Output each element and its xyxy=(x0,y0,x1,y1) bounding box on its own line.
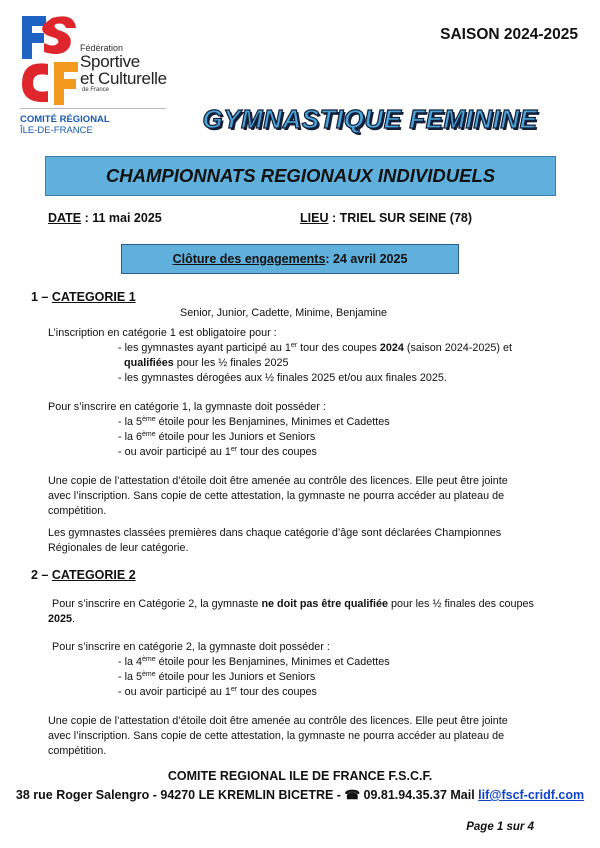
org-line-2: Sportive xyxy=(80,52,140,71)
email-link[interactable]: lif@fscf-cridf.com xyxy=(478,788,585,802)
category-1-copy-line-3: compétition. xyxy=(48,505,107,517)
event-place xyxy=(300,211,472,225)
text: tour des coupes xyxy=(237,686,317,698)
bold-text: 2025 xyxy=(48,613,73,625)
category-2-copy-line-1: Une copie de l’attestation d’étoile doit être amenée au contrôle des licences. Elle peut être jointe xyxy=(48,715,508,727)
category-1-bullet-1 xyxy=(118,341,512,356)
category-1-ages: Senior, Junior, Cadette, Minime, Benjamine xyxy=(180,307,388,319)
category-2-label: CATEGORIE 2 xyxy=(51,568,136,582)
category-2-copy-line-2: avec l’inscription. Sans copie de cette attestation, la gymnaste ne pourra accéder au plateau de xyxy=(48,730,505,742)
closing-date-box xyxy=(121,244,459,274)
date-label: DATE xyxy=(48,211,82,225)
category-1-bullet-2: - les gymnastes dérogées aux ½ finales 2025 et/ou aux finales 2025. xyxy=(118,372,447,384)
text: étoile pour les Benjamines, Minimes et Cadettes xyxy=(155,416,390,428)
text: pour les ½ finales 2025 xyxy=(173,357,289,369)
text: - la 4 xyxy=(118,656,143,668)
category-2-req-1 xyxy=(118,655,390,670)
superscript: ème xyxy=(142,656,156,663)
text: tour des coupes xyxy=(237,446,317,458)
comite-line-2: ÎLE-DE-FRANCE xyxy=(20,125,93,136)
category-2-requirements-intro: Pour s’inscrire en catégorie 2, la gymnaste doit posséder : xyxy=(52,641,330,653)
date-value: : 11 mai 2025 xyxy=(81,211,162,225)
category-1-champions-line-1: Les gymnastes classées premières dans chaque catégorie d’âge sont déclarées Championnes xyxy=(48,527,502,539)
text: - la 5 xyxy=(118,416,143,428)
category-1-req-2 xyxy=(118,430,315,445)
footer-organization: COMITE REGIONAL ILE DE FRANCE F.S.C.F. xyxy=(167,769,433,783)
closing-label: Clôture des engagements xyxy=(172,252,326,266)
footer-contact xyxy=(0,787,600,802)
text: - ou avoir participé au 1 xyxy=(118,446,231,458)
text: . xyxy=(72,613,76,625)
footer-phone: 09.81.94.35.37 Mail xyxy=(360,788,479,802)
text: - la 6 xyxy=(118,431,143,443)
place-value: : TRIEL SUR SEINE (78) xyxy=(328,211,473,225)
category-2-line-1 xyxy=(52,597,534,612)
superscript: ème xyxy=(142,671,156,678)
text: étoile pour les Juniors et Seniors xyxy=(155,671,316,683)
phone-icon: ☎ xyxy=(344,788,361,802)
category-2-copy-line-3: compétition. xyxy=(48,745,107,757)
logo-divider xyxy=(20,108,166,109)
place-label: LIEU xyxy=(300,211,329,225)
text: - les gymnastes ayant participé au 1 xyxy=(118,342,291,354)
org-line-1: Fédération xyxy=(80,43,124,53)
category-1-copy-line-1: Une copie de l’attestation d’étoile doit être amenée au contrôle des licences. Elle peut être jointe xyxy=(48,475,508,487)
bold-text: qualifiées xyxy=(124,357,174,369)
text: Pour s’inscrire en Catégorie 2, la gymnaste xyxy=(52,598,262,610)
bold-text: 2024 xyxy=(379,342,404,354)
category-2-line-2 xyxy=(48,612,75,627)
text: étoile pour les Benjamines, Minimes et Cadettes xyxy=(155,656,390,668)
event-title-banner xyxy=(45,156,556,196)
category-1-label: CATEGORIE 1 xyxy=(51,290,136,304)
category-1-number: 1 – xyxy=(31,290,52,304)
category-2-heading xyxy=(31,568,136,582)
superscript: ème xyxy=(142,431,156,438)
season-label: SAISON 2024-2025 xyxy=(440,26,578,43)
text: (saison 2024-2025) et xyxy=(403,342,512,354)
event-title: CHAMPIONNATS REGIONAUX INDIVIDUELS xyxy=(105,165,496,186)
category-1-bullet-1-cont xyxy=(124,356,288,371)
text: étoile pour les Juniors et Seniors xyxy=(155,431,316,443)
category-1-heading xyxy=(31,290,136,304)
page-number: Page 1 sur 4 xyxy=(466,821,534,833)
org-line-4: de France xyxy=(82,87,110,93)
event-date xyxy=(48,211,162,225)
text: pour les ½ finales des coupes xyxy=(388,598,534,610)
fscf-logo-mark xyxy=(20,14,80,106)
text: - la 5 xyxy=(118,671,143,683)
bold-text: ne doit pas être qualifiée xyxy=(261,598,389,610)
comite-line-1: COMITÉ RÉGIONAL xyxy=(20,114,110,125)
superscript: er xyxy=(230,446,238,453)
federation-name xyxy=(80,44,167,93)
superscript: er xyxy=(230,686,238,693)
org-line-3: et Culturelle xyxy=(80,69,167,88)
category-2-req-2 xyxy=(118,670,315,685)
closing-value: : 24 avril 2025 xyxy=(325,252,408,266)
category-2-number: 2 – xyxy=(31,568,52,582)
category-1-requirements-intro: Pour s’inscrire en catégorie 1, la gymnaste doit posséder : xyxy=(48,401,326,413)
category-1-intro: L’inscription en catégorie 1 est obligatoire pour : xyxy=(48,327,277,339)
footer-address: 38 rue Roger Salengro - 94270 LE KREMLIN BICETRE - xyxy=(15,788,345,802)
category-2-req-3 xyxy=(118,685,317,700)
text: tour des coupes xyxy=(297,342,380,354)
superscript: er xyxy=(290,342,298,349)
category-1-champions-line-2: Régionales de leur catégorie. xyxy=(48,542,189,554)
text: - ou avoir participé au 1 xyxy=(118,686,231,698)
discipline-title: GYMNASTIQUE FEMININE xyxy=(202,104,538,134)
category-1-copy-line-2: avec l’inscription. Sans copie de cette attestation, la gymnaste ne pourra accéder au plateau de xyxy=(48,490,505,502)
category-1-req-1 xyxy=(118,415,390,430)
superscript: ème xyxy=(142,416,156,423)
category-1-req-3 xyxy=(118,445,317,460)
